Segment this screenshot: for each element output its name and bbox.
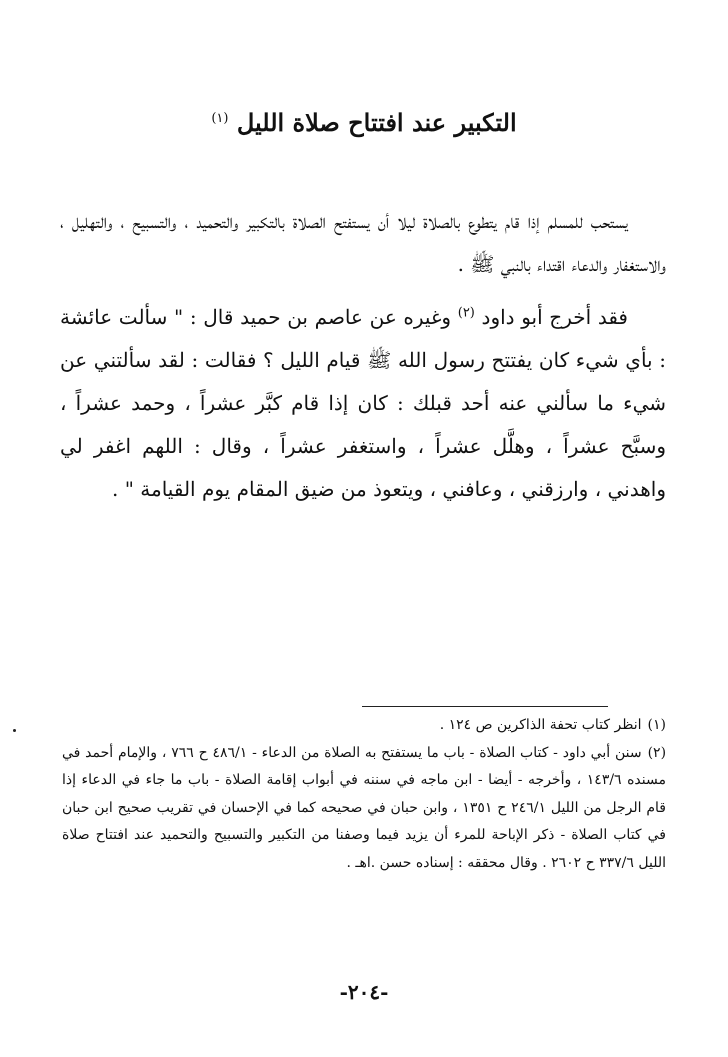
paragraph-text: فقد أخرج أبو داود — [481, 305, 628, 329]
footnote-number: (١) — [647, 717, 666, 733]
paragraph: يستحب للمسلم إذا قام يتطوع بالصلاة ليلا أن يستفتح الصلاة بالتكبير والتحميد ، والتسبيح ، والتهليل ، والاستغفار والدعاء اقتداء بالنبي ﷺ . — [60, 209, 666, 276]
footnote-item — [62, 740, 666, 878]
footnote-item — [62, 712, 666, 740]
main-text — [60, 200, 666, 511]
section-title — [60, 108, 668, 137]
footnote-number: (٢) — [647, 744, 667, 761]
footnote-separator — [362, 706, 608, 707]
footnote-text: انظر كتاب تحفة الذاكرين ص ١٢٤ . — [439, 717, 642, 733]
paragraph-text: وغيره عن عاصم بن حميد قال : " سألت عائشة : بأي شيء كان يفتتح رسول الله ﷺ قيام الليل ؟ فقالت : لقد سألتني عن شيء ما سألني عنه أحد قبلك : كان إذا قام كبَّر عشراً ، وحمد عشراً ، وسبَّح عشراً ، وهلَّل عشراً ، واستغفر عشراً ، وقال : اللهم اغفر لي واهدني ، وارزقني ، وعافني ، ويتعوذ من ضيق المقام يوم القيامة " . — [60, 305, 666, 501]
footnote-ref-2[interactable]: (٢) — [457, 305, 475, 321]
section-title-text: التكبير عند افتتاح صلاة الليل — [236, 108, 517, 137]
paragraph — [60, 296, 666, 511]
page-number: -٢٠٤- — [339, 980, 389, 1004]
footnote-ref-1[interactable]: (١) — [211, 111, 229, 126]
footnote-text: سنن أبي داود - كتاب الصلاة - باب ما يستفتح به الصلاة من الدعاء - ٤٨٦/١ ح ٧٦٦ ، والإمام أحمد في مسنده ١٤٣/٦ ، وأخرجه - أيضا - ابن ماجه في سننه في أبواب إقامة الصلاة - باب ما جاء في الدعاء إذا قام الرجل من الليل ٢٤٦/١ ح ١٣٥١ ، وابن حبان في صحيحه كما في الإحسان في تقريب صحيح ابن حبان في كتاب الصلاة - ذكر الإباحة للمرء أن يزيد فيما وصفنا من التكبير والتسبيح والتحميد عند افتتاح صلاة الليل ٣٣٧/٦ ح ٢٦٠٢ . وقال محققه : إسناده حسن .اهـ . — [62, 744, 667, 871]
footnotes — [62, 712, 666, 877]
margin-mark — [13, 729, 16, 732]
